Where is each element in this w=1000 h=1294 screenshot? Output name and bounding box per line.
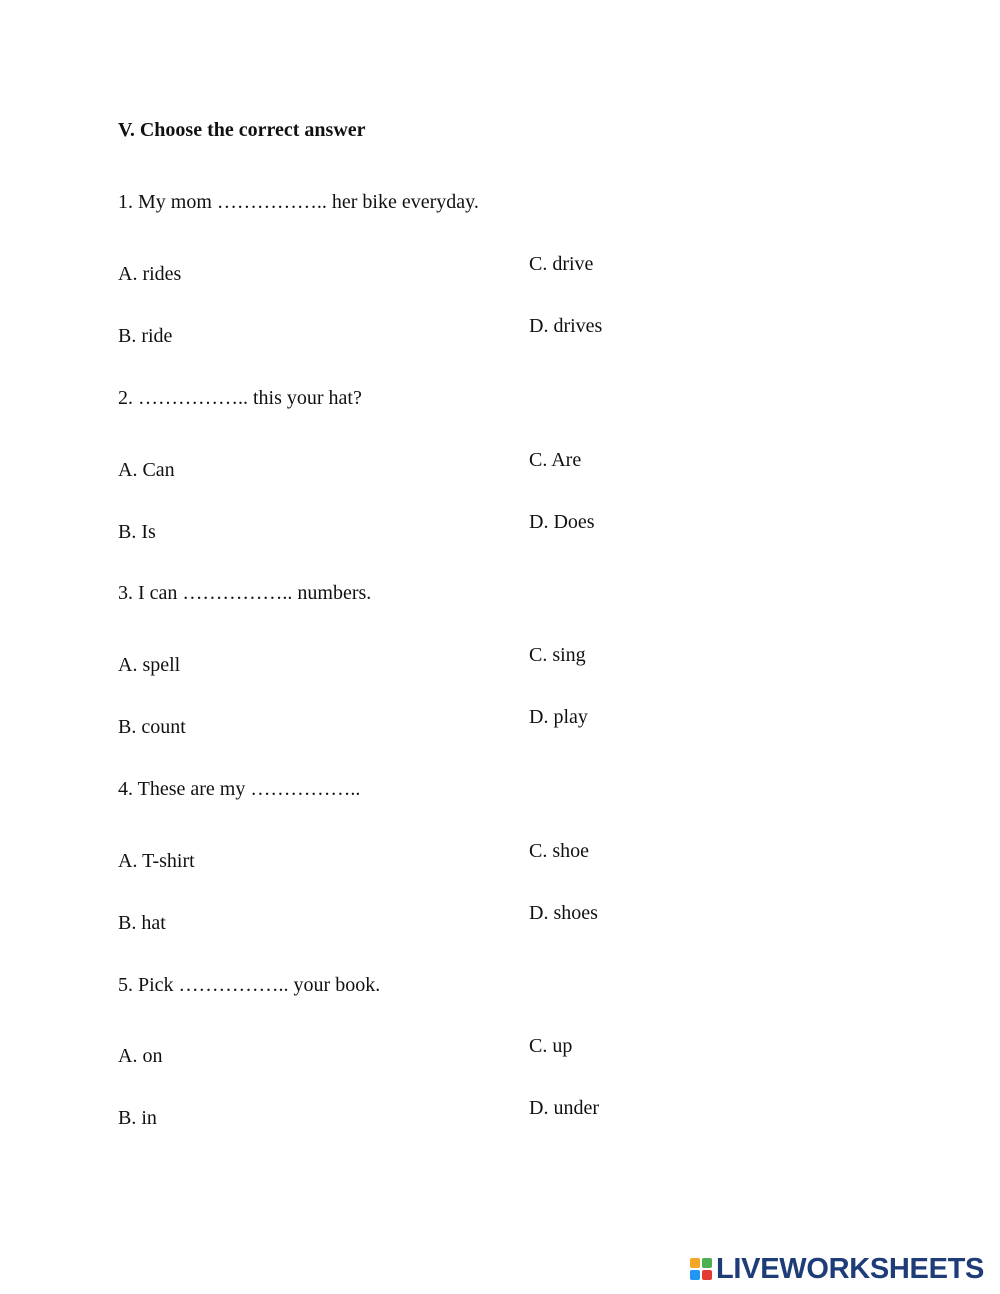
question-3-option-d[interactable]: D. play bbox=[529, 706, 588, 728]
liveworksheets-logo bbox=[690, 1252, 984, 1286]
question-3-option-c[interactable]: C. sing bbox=[529, 644, 586, 666]
question-5-prompt: 5. Pick …………….. your book. bbox=[118, 974, 381, 996]
question-5-option-a[interactable]: A. on bbox=[118, 1045, 163, 1067]
question-4-option-a[interactable]: A. T-shirt bbox=[118, 850, 195, 872]
question-1-option-b[interactable]: B. ride bbox=[118, 325, 173, 347]
question-2-option-d[interactable]: D. Does bbox=[529, 511, 595, 533]
question-5-option-b[interactable]: B. in bbox=[118, 1107, 157, 1129]
logo-text: LIVEWORKSHEETS bbox=[716, 1253, 985, 1285]
question-3-option-b[interactable]: B. count bbox=[118, 716, 186, 738]
question-1-option-c[interactable]: C. drive bbox=[529, 253, 594, 275]
logo-mark-square-2 bbox=[702, 1258, 712, 1268]
question-1-option-d[interactable]: D. drives bbox=[529, 315, 603, 337]
liveworksheets-mark-icon bbox=[690, 1258, 712, 1280]
question-2-option-a[interactable]: A. Can bbox=[118, 459, 175, 481]
question-3-prompt: 3. I can …………….. numbers. bbox=[118, 582, 372, 604]
question-5-option-c[interactable]: C. up bbox=[529, 1035, 573, 1057]
section-title: V. Choose the correct answer bbox=[118, 119, 366, 141]
logo-mark-square-1 bbox=[690, 1258, 700, 1268]
question-3-option-a[interactable]: A. spell bbox=[118, 654, 181, 676]
question-4-option-b[interactable]: B. hat bbox=[118, 912, 166, 934]
question-2-option-b[interactable]: B. Is bbox=[118, 521, 156, 543]
question-2-option-c[interactable]: C. Are bbox=[529, 449, 582, 471]
question-1-prompt: 1. My mom …………….. her bike everyday. bbox=[118, 191, 479, 213]
question-5-option-d[interactable]: D. under bbox=[529, 1097, 599, 1119]
question-4-option-d[interactable]: D. shoes bbox=[529, 902, 598, 924]
question-1-option-a[interactable]: A. rides bbox=[118, 263, 182, 285]
logo-mark-square-3 bbox=[690, 1270, 700, 1280]
question-4-option-c[interactable]: C. shoe bbox=[529, 840, 589, 862]
question-4-prompt: 4. These are my …………….. bbox=[118, 778, 361, 800]
logo-mark-square-4 bbox=[702, 1270, 712, 1280]
question-2-prompt: 2. …………….. this your hat? bbox=[118, 387, 362, 409]
